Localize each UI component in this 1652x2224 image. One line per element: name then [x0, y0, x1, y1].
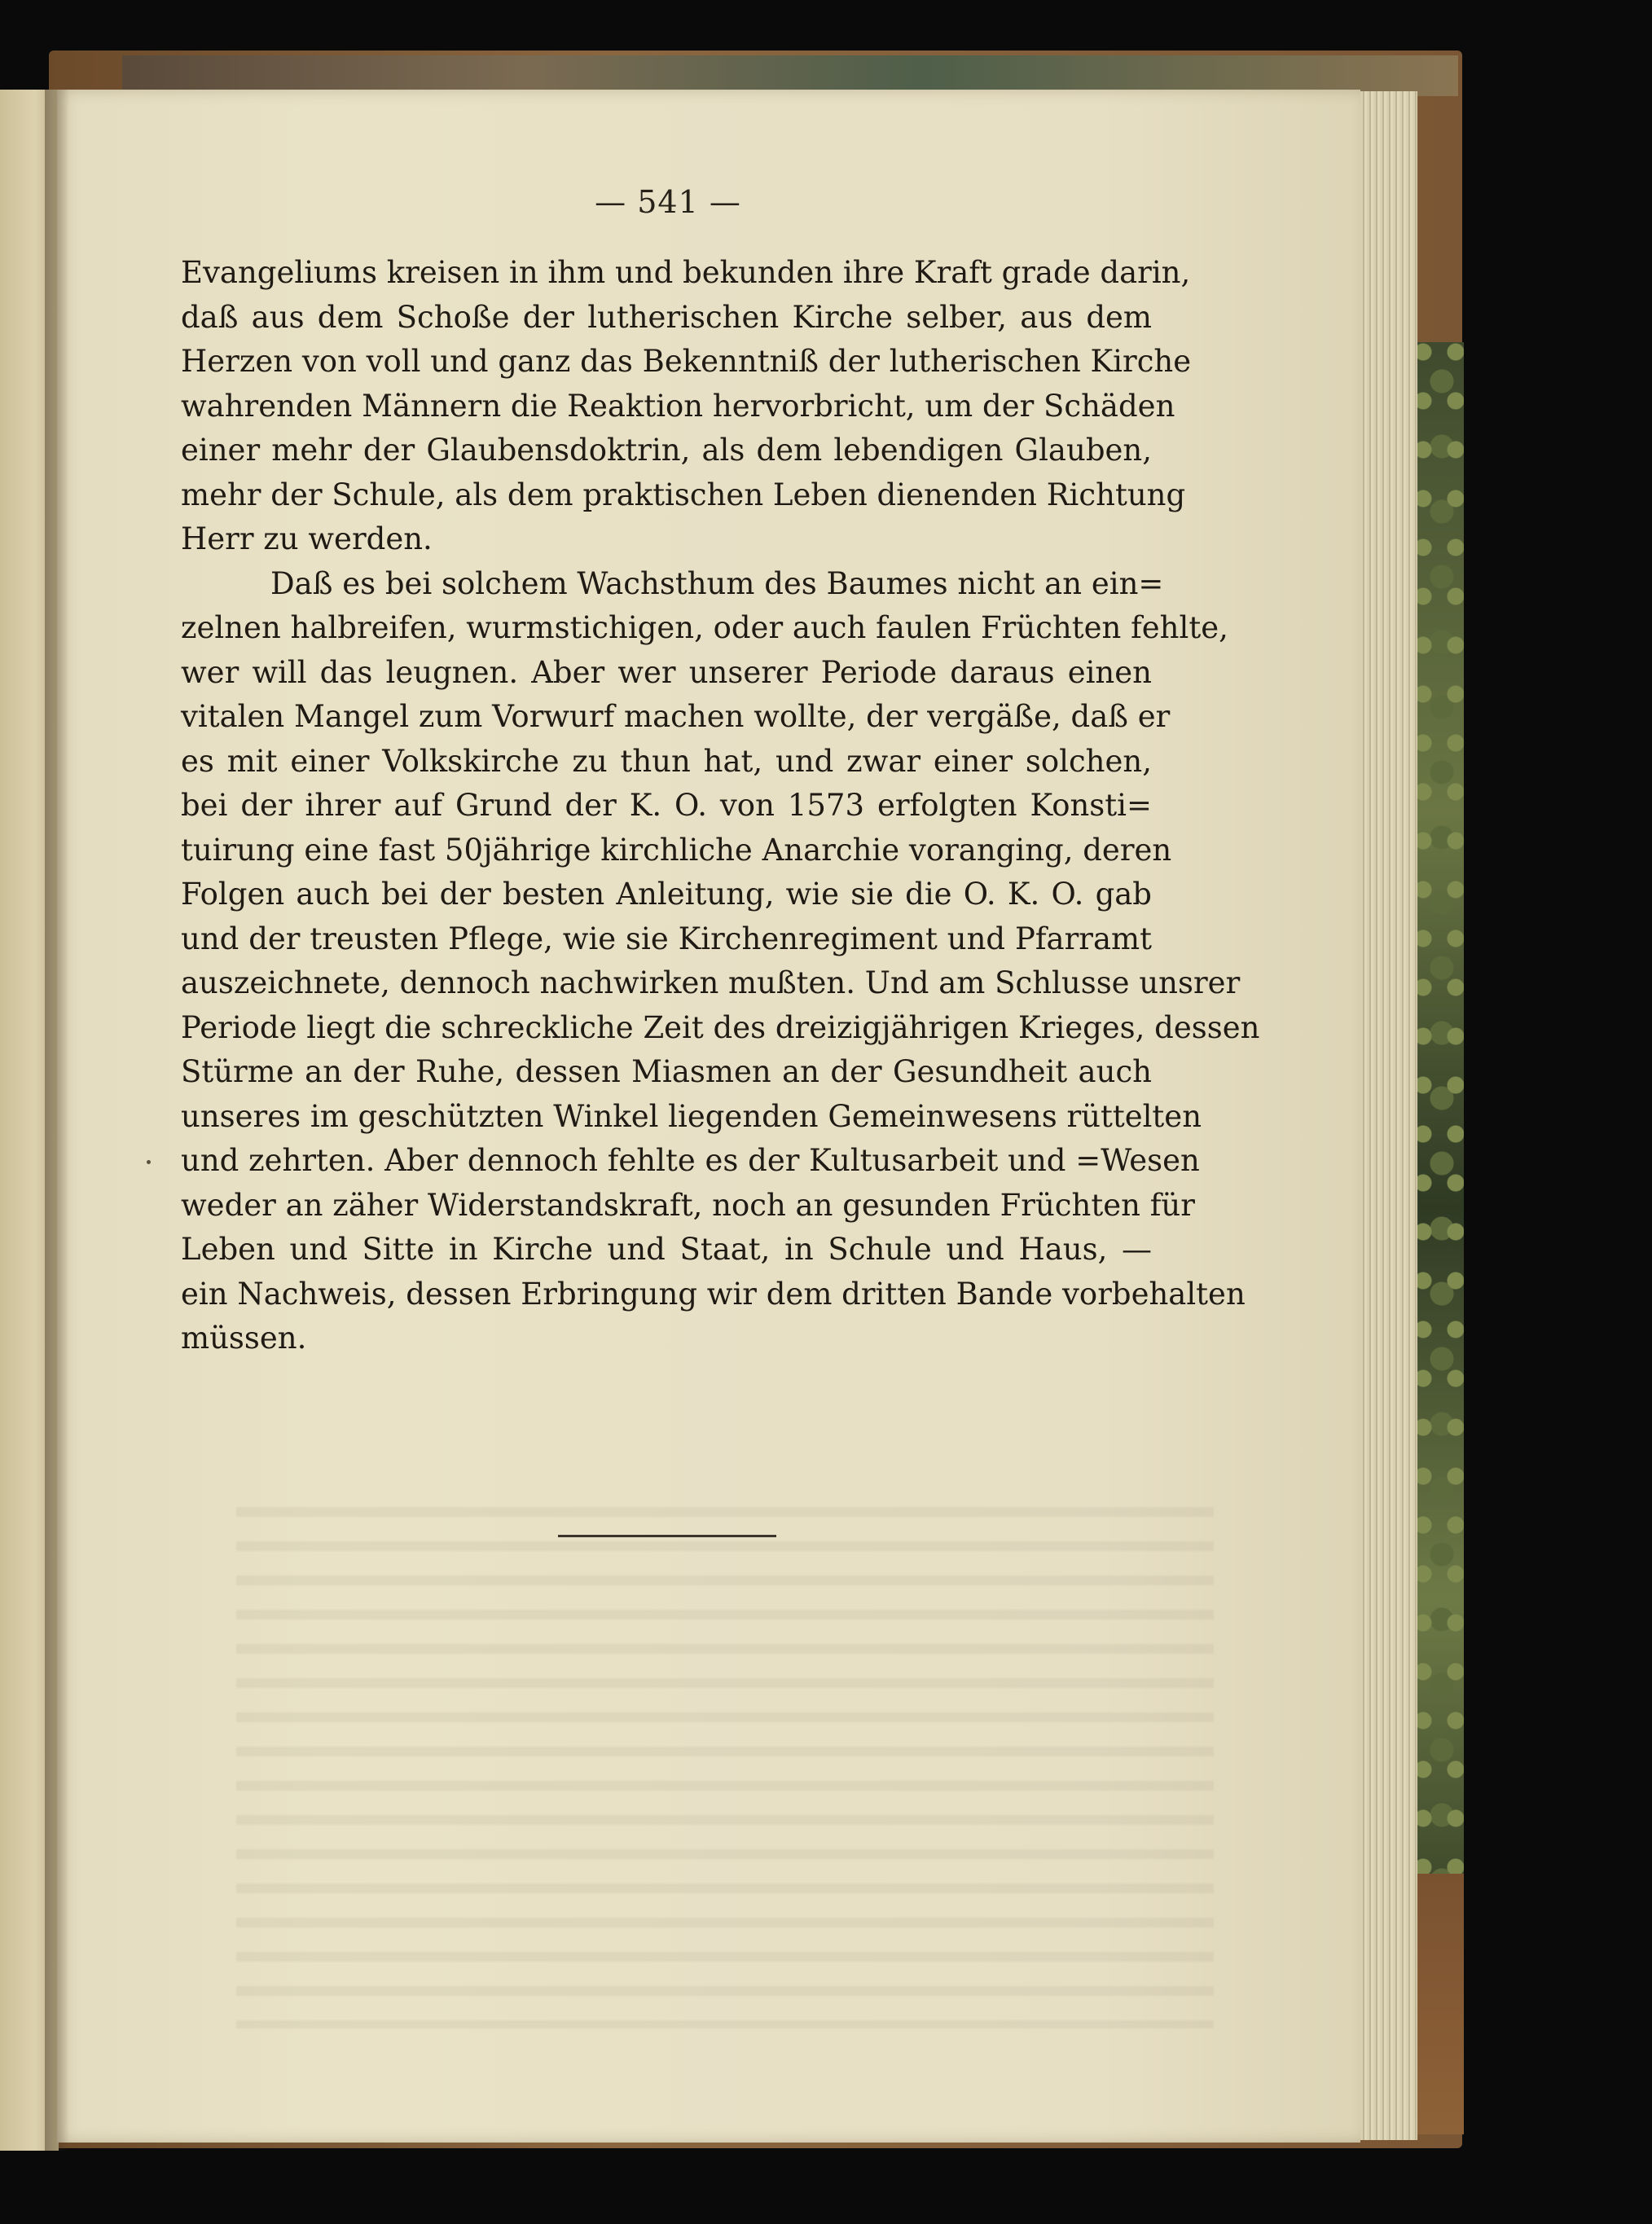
text-line: bei der ihrer auf Grund der K. O. von 1573 erfolgten Konsti= — [181, 788, 1152, 823]
text-line: Daß es bei solchem Wachsthum des Baumes nicht an ein= — [270, 565, 1164, 601]
text-line: vitalen Mangel zum Vorwurf machen wollte, der vergäße, daß er — [181, 699, 1171, 734]
text-line: zelnen halbreifen, wurmstichigen, oder auch faulen Früchten fehlte, — [181, 610, 1228, 645]
text-line: Evangeliums kreisen in ihm und bekunden ihre Kraft grade darin, — [181, 255, 1191, 290]
page-number: — 541 — — [595, 184, 741, 220]
text-line: wahrenden Männern die Reaktion hervorbricht, um der Schäden — [181, 388, 1175, 424]
body-text — [181, 251, 1260, 1361]
text-line: weder an zäher Widerstandskraft, noch an gesunden Früchten für — [181, 1187, 1195, 1223]
text-line: tuirung eine fast 50jährige kirchliche Anarchie voranging, deren — [181, 832, 1172, 868]
text-line: wer will das leugnen. Aber wer unserer Periode daraus einen — [181, 654, 1152, 690]
text-line: Leben und Sitte in Kirche und Staat, in Schule und Haus, — — [181, 1232, 1152, 1267]
text-line: und der treusten Pflege, wie sie Kirchenregiment und Pfarramt — [181, 921, 1152, 956]
text-line: auszeichnete, dennoch nachwirken mußten. Und am Schlusse unsrer — [181, 965, 1241, 1000]
text-line: müssen. — [181, 1321, 307, 1356]
section-end-rule — [558, 1535, 776, 1537]
text-line: ein Nachweis, dessen Erbringung wir dem dritten Bande vorbehalten — [181, 1276, 1246, 1312]
text-line: Stürme an der Ruhe, dessen Miasmen an der Gesundheit auch — [181, 1054, 1152, 1089]
text-line: Periode liegt die schreckliche Zeit des dreizigjährigen Krieges, dessen — [181, 1009, 1260, 1045]
show-through-text — [236, 1507, 1214, 2028]
text-line: unseres im geschützten Winkel liegenden Gemeinwesens rüttelten — [181, 1098, 1202, 1134]
text-line: es mit einer Volkskirche zu thun hat, und zwar einer solchen, — [181, 743, 1152, 779]
leather-corner — [1413, 1874, 1464, 2134]
text-line: Folgen auch bei der besten Anleitung, wie sie die O. K. O. gab — [181, 877, 1152, 912]
spine-shadow — [45, 90, 69, 2151]
text-line: einer mehr der Glaubensdoktrin, als dem lebendigen Glauben, — [181, 433, 1152, 468]
margin-dot — [147, 1160, 151, 1164]
page-edges — [1360, 91, 1417, 2140]
marbled-board-edge — [1413, 342, 1464, 1914]
text-line: daß aus dem Schoße der lutherischen Kirche selber, aus dem — [181, 299, 1152, 335]
text-line: und zehrten. Aber dennoch fehlte es der Kultusarbeit und =Wesen — [181, 1143, 1200, 1178]
text-line: Herzen von voll und ganz das Bekenntniß der lutherischen Kirche — [181, 344, 1192, 379]
text-line: mehr der Schule, als dem praktischen Leben dienenden Richtung — [181, 477, 1186, 512]
text-line: Herr zu werden. — [181, 521, 433, 556]
